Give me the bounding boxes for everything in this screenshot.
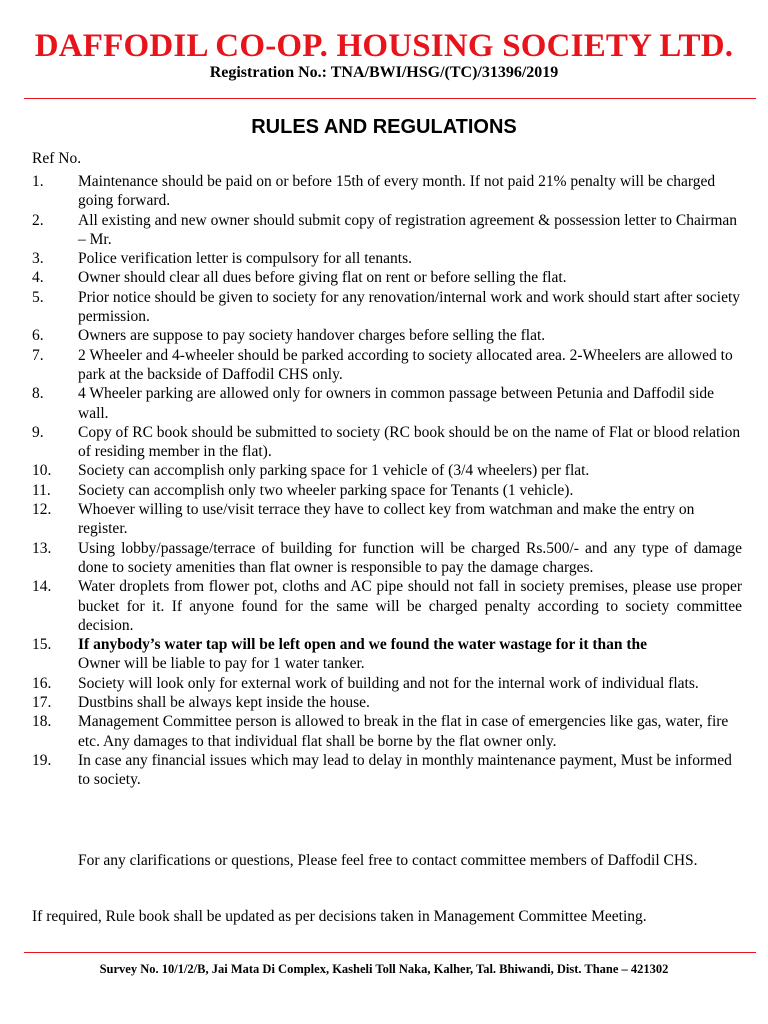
rule-number: 13.: [32, 539, 52, 557]
rule-item: [32, 577, 742, 635]
rule-item: [32, 326, 742, 345]
registration-number: Registration No.: TNA/BWI/HSG/(TC)/31396/2019: [209, 64, 559, 81]
rule-item: [32, 384, 742, 423]
rule-text: Copy of RC book should be submitted to society (RC book should be on the name of Flat or blood relation of residing member in the flat).: [78, 423, 741, 461]
rule-number: 1.: [32, 173, 44, 190]
rule-item: [32, 268, 742, 287]
rule-text: Police verification letter is compulsory for all tenants.: [78, 250, 413, 268]
rule-text: Prior notice should be given to society for any renovation/internal work and work should start after society permission.: [78, 288, 741, 326]
contact-note: For any clarifications or questions, Please feel free to contact committee members of Daffodil CHS.: [78, 852, 698, 869]
rule-number: 7.: [32, 346, 44, 364]
rule-text: Whoever willing to use/visit terrace they have to collect key from watchman and make the entry on register.: [78, 501, 695, 538]
rule-text: 2 Wheeler and 4-wheeler should be parked according to society allocated area. 2-Wheelers are allowed to park at the backside of Daffodil CHS only.: [78, 346, 733, 383]
rule-text: Using lobby/passage/terrace of building for function will be charged Rs.500/- and any type of damage done to society amenities than flat owner is responsible to pay the damage charges.: [78, 539, 742, 576]
rule-text: Society can accomplish only two wheeler parking space for Tenants (1 vehicle).: [78, 481, 574, 499]
rule-number: 19.: [32, 751, 52, 769]
rule-number: 14.: [32, 578, 52, 596]
rule-item: [32, 249, 742, 268]
rule-text-bold: If anybody’s water tap will be left open and we found the water wastage for it than the: [78, 636, 648, 654]
rule-number: 11.: [32, 481, 51, 499]
rule-text: All existing and new owner should submit copy of registration agreement & possession letter to Chairman – Mr.: [78, 211, 738, 248]
rule-text: Owners are suppose to pay society handover charges before selling the flat.: [78, 327, 546, 345]
rule-text: Maintenance should be paid on or before 15th of every month. If not paid 21% penalty will be charged going forward.: [78, 173, 716, 210]
rule-number: 4.: [32, 269, 44, 287]
rule-item: [32, 288, 742, 327]
rule-text-continued: Owner will be liable to pay for 1 water tanker.: [78, 655, 365, 673]
rule-number: 18.: [32, 713, 52, 731]
rule-text: In case any financial issues which may lead to delay in monthly maintenance payment, Must be informed to society.: [78, 751, 732, 789]
rule-number: 9.: [32, 423, 44, 441]
ref-number: Ref No.: [32, 150, 82, 167]
rule-text: 4 Wheeler parking are allowed only for owners in common passage between Petunia and Daffodil side wall.: [78, 385, 715, 422]
rule-text: Society can accomplish only parking space for 1 vehicle of (3/4 wheelers) per flat.: [78, 462, 590, 480]
rule-text: Dustbins shall be always kept inside the house.: [78, 694, 370, 712]
rule-number: 5.: [32, 288, 44, 306]
rule-item: [32, 500, 742, 539]
rule-item: [32, 539, 742, 578]
rule-number: 3.: [32, 250, 44, 268]
update-note: If required, Rule book shall be updated as per decisions taken in Management Committee Meeting.: [32, 908, 647, 925]
rule-text: Management Committee person is allowed to break in the flat in case of emergencies like gas, water, fire etc. Any damages to that individual flat shall be borne by the flat owner only.: [78, 713, 729, 750]
rule-number: 8.: [32, 385, 44, 403]
rule-text: Society will look only for external work of building and not for the internal work of individual flats.: [78, 674, 699, 692]
rule-number: 2.: [32, 211, 44, 229]
rule-number: 6.: [32, 327, 44, 345]
society-name: DAFFODIL CO-OP. HOUSING SOCIETY LTD.: [34, 28, 734, 64]
rule-item: [32, 674, 742, 693]
rule-text: [78, 635, 742, 674]
rule-item: [32, 635, 742, 674]
rule-item: [32, 172, 742, 211]
rule-number: 12.: [32, 501, 52, 519]
rule-text: Water droplets from flower pot, cloths and AC pipe should not fall in society premises, please use proper bucket for it. If anyone found for the same will be charged penalty according to society committee decision.: [78, 578, 742, 634]
rule-item: [32, 693, 742, 712]
rule-item: [32, 712, 742, 751]
rule-item: [32, 461, 742, 480]
rule-item: [32, 211, 742, 250]
rule-item: [32, 751, 742, 790]
footer-divider: [24, 952, 756, 953]
document-heading: RULES AND REGULATIONS: [251, 116, 517, 138]
rule-number: 16.: [32, 674, 52, 692]
footer-address: Survey No. 10/1/2/B, Jai Mata Di Complex, Kasheli Toll Naka, Kalher, Tal. Bhiwandi, Dist. Thane – 421302: [99, 962, 669, 976]
rule-item: [32, 346, 742, 385]
rule-number: 15.: [32, 636, 52, 654]
rule-number: 10.: [32, 462, 52, 480]
rule-item: [32, 481, 742, 500]
header-divider: [24, 98, 756, 99]
rule-number: 17.: [32, 694, 52, 712]
rule-item: [32, 423, 742, 462]
rule-text: Owner should clear all dues before giving flat on rent or before selling the flat.: [78, 269, 567, 287]
rules-list: [32, 172, 742, 790]
